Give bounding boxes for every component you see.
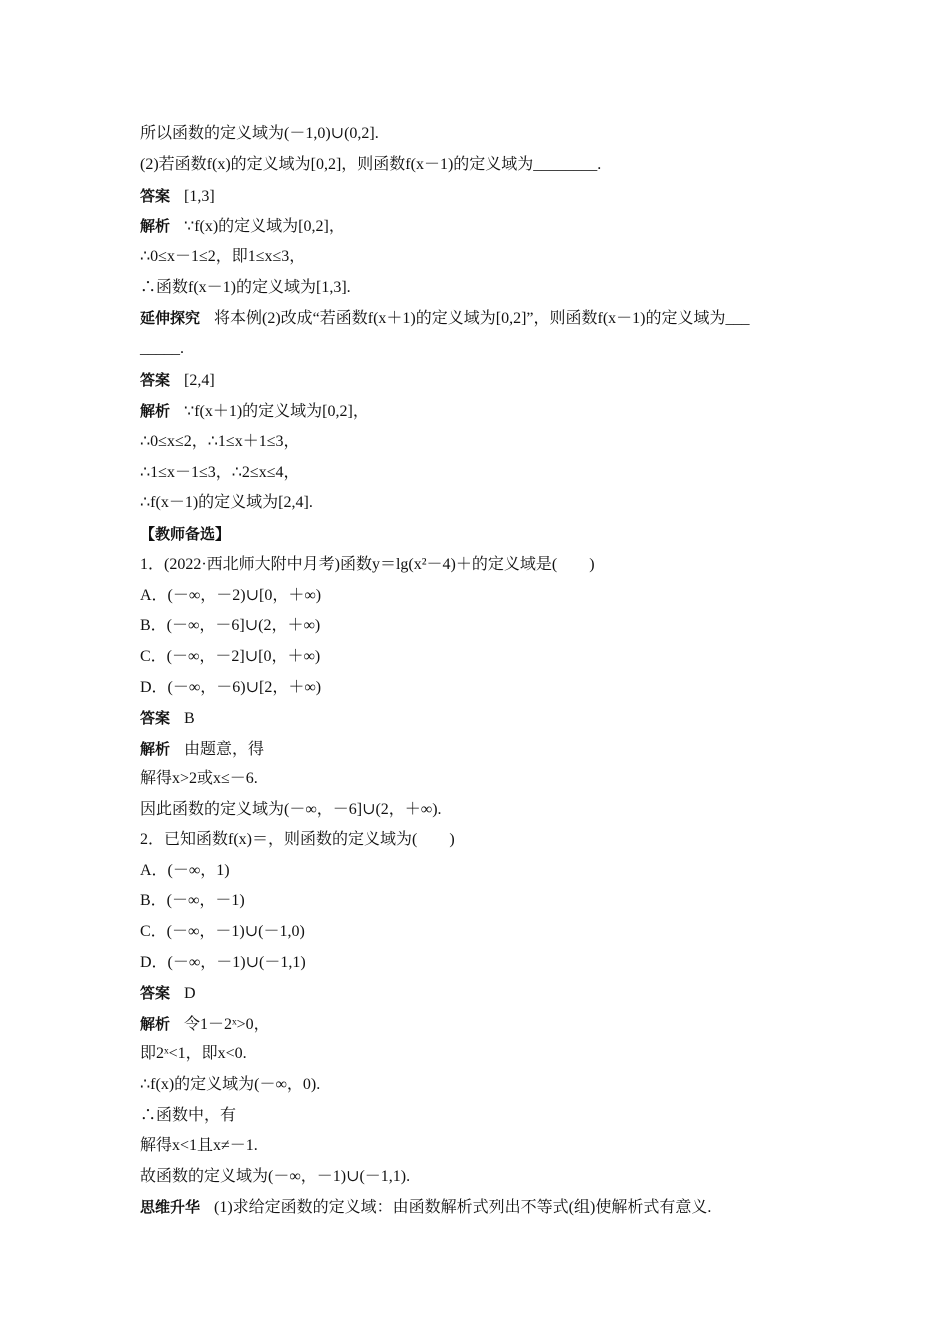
labeled-line bbox=[140, 308, 750, 329]
line-text: 令1－2ˣ>0， bbox=[184, 1016, 270, 1033]
line-label: 思维升华 bbox=[140, 1198, 201, 1216]
text-line: 解得x<1且x≠－1. bbox=[140, 1137, 258, 1154]
text-line: (2)若函数f(x)的定义域为[0,2]，则函数f(x－1)的定义域为________. bbox=[140, 156, 602, 173]
line-text: ∵f(x)的定义域为[0,2]， bbox=[184, 218, 345, 235]
line-label: 解析 bbox=[140, 1015, 171, 1033]
text-line: ∴1≤x－1≤3，∴2≤x≤4， bbox=[140, 464, 300, 481]
text-line: 解得x>2或x≤－6. bbox=[140, 770, 258, 787]
line-label: 解析 bbox=[140, 402, 171, 420]
labeled-line bbox=[140, 983, 196, 1004]
line-label: 延伸探究 bbox=[140, 309, 201, 327]
line-label: 答案 bbox=[140, 187, 171, 205]
line-text: B bbox=[184, 710, 195, 727]
text-line: ∴f(x－1)的定义域为[2,4]. bbox=[140, 494, 313, 511]
line-label: 答案 bbox=[140, 984, 171, 1002]
labeled-line bbox=[140, 1197, 711, 1218]
line-text: [1,3] bbox=[184, 188, 215, 205]
text-line: A．(－∞，1) bbox=[140, 862, 230, 879]
text-line: D．(－∞，－6)∪[2，＋∞) bbox=[140, 679, 322, 696]
line-label: 解析 bbox=[140, 217, 171, 235]
text-line: ∴函数f(x－1)的定义域为[1,3]. bbox=[140, 279, 351, 296]
text-line: C．(－∞，－1)∪(－1,0) bbox=[140, 923, 305, 940]
text-line: 故函数的定义域为(－∞，－1)∪(－1,1). bbox=[140, 1168, 411, 1185]
labeled-line bbox=[140, 524, 230, 545]
line-text: ∵f(x＋1)的定义域为[0,2]， bbox=[184, 403, 369, 420]
line-text: (1)求给定函数的定义域：由函数解析式列出不等式(组)使解析式有意义. bbox=[214, 1199, 712, 1216]
labeled-line bbox=[140, 708, 195, 729]
line-text: D bbox=[184, 985, 196, 1002]
labeled-line bbox=[140, 370, 215, 391]
line-label: 答案 bbox=[140, 371, 171, 389]
labeled-line bbox=[140, 1014, 270, 1035]
text-line: 即2ˣ<1，即x<0. bbox=[140, 1045, 247, 1062]
line-text: [2,4] bbox=[184, 372, 215, 389]
line-text: 由题意，得 bbox=[184, 741, 265, 758]
text-line: C．(－∞，－2]∪[0，＋∞) bbox=[140, 648, 321, 665]
text-line: ∴函数中，有 bbox=[140, 1107, 237, 1124]
text-line: ∴f(x)的定义域为(－∞，0). bbox=[140, 1076, 321, 1093]
text-line: 2．已知函数f(x)＝，则函数的定义域为( ) bbox=[140, 831, 455, 848]
line-label: 解析 bbox=[140, 740, 171, 758]
text-line: 因此函数的定义域为(－∞，－6]∪(2，＋∞). bbox=[140, 801, 442, 818]
text-line: B．(－∞，－6]∪(2，＋∞) bbox=[140, 617, 321, 634]
text-line: A．(－∞，－2)∪[0，＋∞) bbox=[140, 587, 322, 604]
line-label: 【教师备选】 bbox=[140, 525, 231, 543]
line-label: 答案 bbox=[140, 709, 171, 727]
text-line: 1．(2022·西北师大附中月考)函数y＝lg(x²－4)＋的定义域是( ) bbox=[140, 556, 595, 573]
text-line: 所以函数的定义域为(－1,0)∪(0,2]. bbox=[140, 125, 379, 142]
text-line: B．(－∞，－1) bbox=[140, 892, 245, 909]
labeled-line bbox=[140, 186, 215, 207]
labeled-line bbox=[140, 401, 369, 422]
line-text: 将本例(2)改成“若函数f(x＋1)的定义域为[0,2]”，则函数f(x－1)的定义域为___ bbox=[214, 310, 750, 327]
text-line: ∴0≤x－1≤2，即1≤x≤3， bbox=[140, 248, 306, 265]
text-line: D．(－∞，－1)∪(－1,1) bbox=[140, 954, 306, 971]
text-line: _____. bbox=[140, 340, 184, 357]
text-line: ∴0≤x≤2，∴1≤x＋1≤3， bbox=[140, 433, 300, 450]
labeled-line bbox=[140, 216, 345, 237]
labeled-line bbox=[140, 739, 264, 760]
